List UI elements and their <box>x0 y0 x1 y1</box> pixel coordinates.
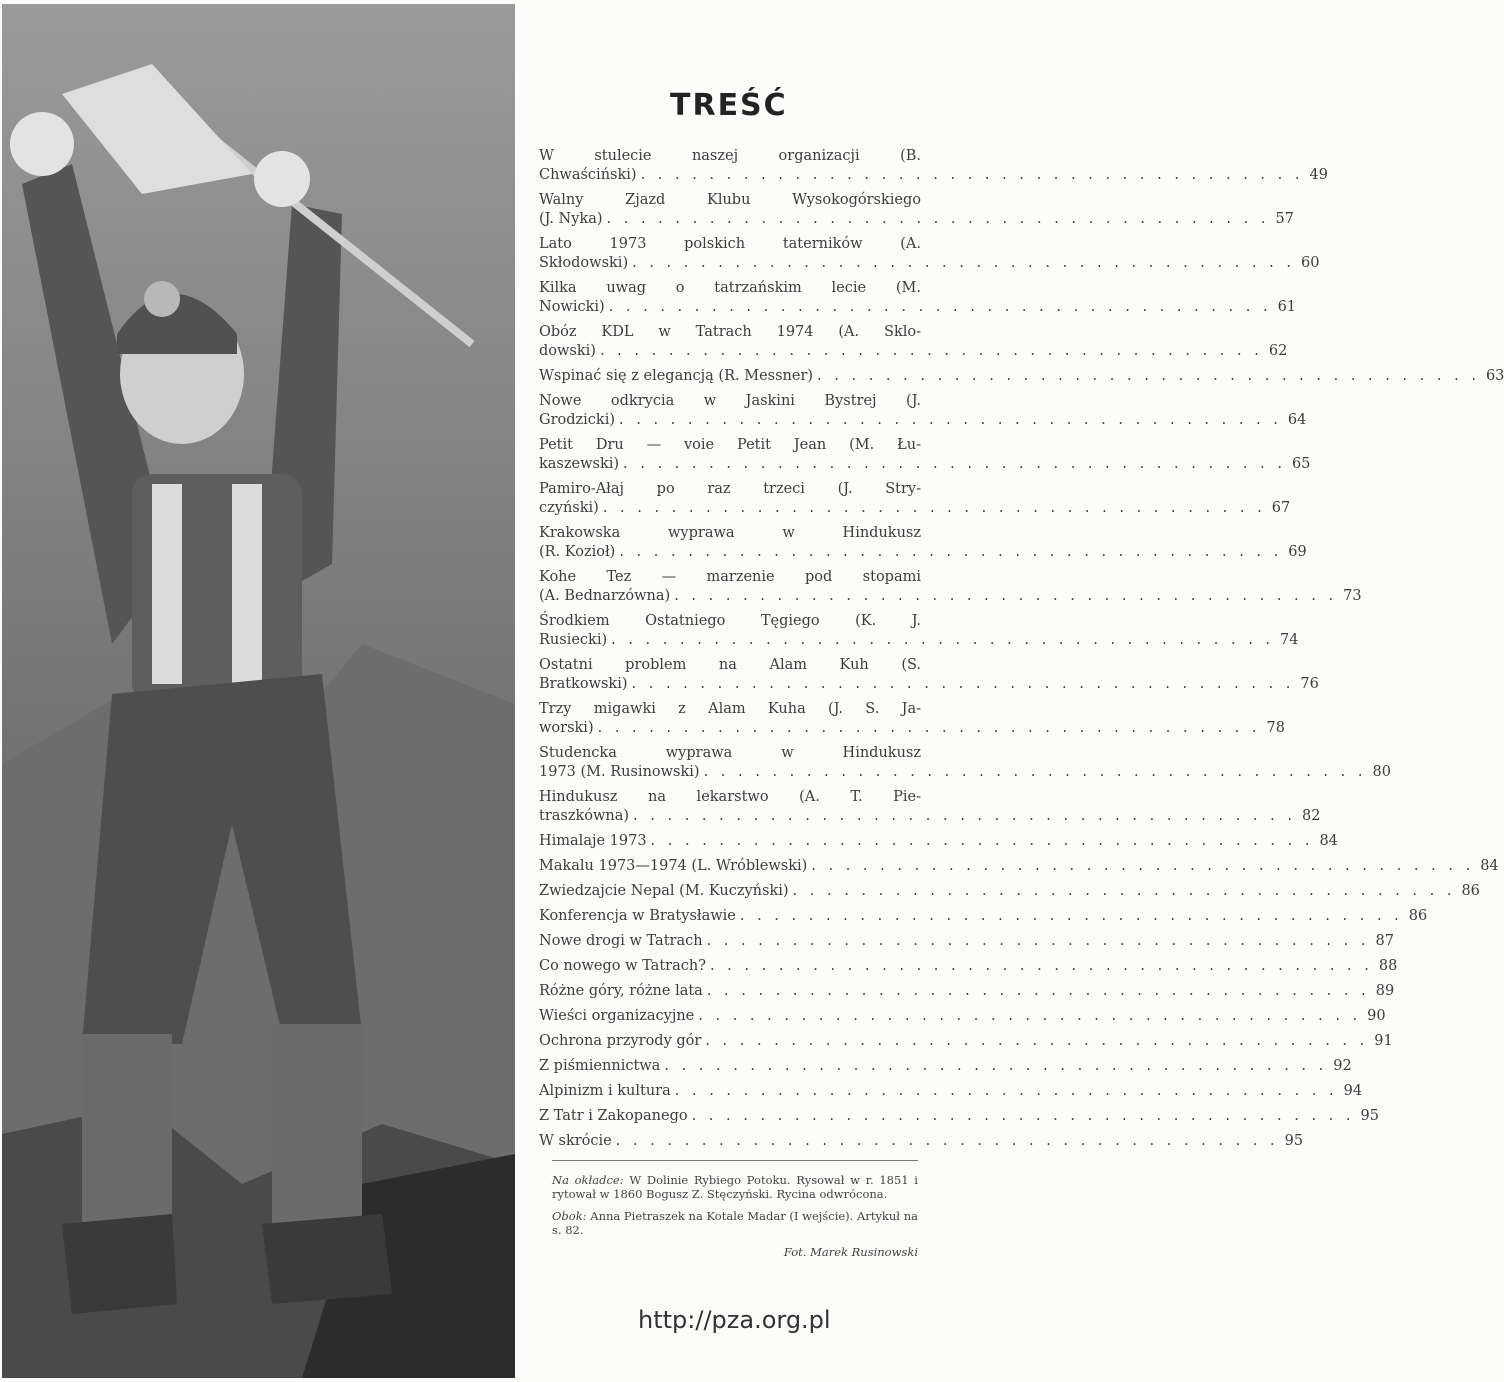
dot-leader: . . . . . . . . . . . . . . . . . . . . . . . . . . . . . . . . . . . . . . . <box>640 167 1304 183</box>
toc-page-number: 61 <box>1277 299 1297 315</box>
toc-page-number: 94 <box>1343 1083 1363 1099</box>
toc-entry-title: traszkówna) <box>539 808 630 824</box>
dot-leader: . . . . . . . . . . . . . . . . . . . . . . . . . . . . . . . . . . . . . . . <box>811 858 1475 874</box>
toc-page-number: 89 <box>1375 983 1395 999</box>
toc-page-number: 65 <box>1291 456 1311 472</box>
cover-notes <box>552 1160 918 1267</box>
toc-entry-title-line: Lato 1973 polskich taterników (A. <box>539 236 921 252</box>
toc-entry-title: worski) <box>539 720 594 736</box>
toc-entry-title: Bratkowski) <box>539 676 628 692</box>
toc-page-number: 57 <box>1275 211 1294 227</box>
dot-leader: . . . . . . . . . . . . . . . . . . . . . . . . . . . . . . . . . . . . . . . <box>664 1058 1328 1074</box>
dot-leader: . . . . . . . . . . . . . . . . . . . . . . . . . . . . . . . . . . . . . . . <box>632 255 1296 271</box>
toc-entry-title-line: Studencka wyprawa w Hindukusz <box>539 745 921 761</box>
toc-entry[interactable] <box>539 436 1311 474</box>
source-url[interactable]: http://pza.org.pl <box>638 1306 831 1334</box>
dot-leader: . . . . . . . . . . . . . . . . . . . . . . . . . . . . . . . . . . . . . . . <box>706 983 1370 999</box>
toc-entry[interactable] <box>539 279 1297 317</box>
toc-entry-title: Rusiecki) <box>539 632 608 648</box>
toc-entry[interactable] <box>539 700 1285 738</box>
dot-leader: . . . . . . . . . . . . . . . . . . . . . . . . . . . . . . . . . . . . . . . <box>691 1108 1355 1124</box>
toc-entry-title: Alpinizm i kultura <box>539 1083 671 1099</box>
toc-page-number: 49 <box>1309 167 1328 183</box>
toc-page-number: 64 <box>1287 412 1307 428</box>
toc-entry[interactable] <box>539 612 1299 650</box>
toc-page-number: 73 <box>1343 588 1362 604</box>
toc-page-number: 86 <box>1461 883 1480 899</box>
toc-entry[interactable] <box>539 480 1291 518</box>
toc-entry-title: W skrócie <box>539 1133 612 1149</box>
toc-entry-title: Chwaściński) <box>539 167 637 183</box>
toc-entry-title: (J. Nyka) <box>539 211 603 227</box>
toc-entry-title: Z piśmiennictwa <box>539 1058 661 1074</box>
toc-entry-title: Co nowego w Tatrach? <box>539 958 706 974</box>
toc-entry[interactable] <box>539 982 1395 1001</box>
dot-leader: . . . . . . . . . . . . . . . . . . . . . . . . . . . . . . . . . . . . . . . <box>709 958 1373 974</box>
toc-entry-title: Zwiedzajcie Nepal (M. Kuczyński) <box>539 883 789 899</box>
toc-entry-title-line: Hindukusz na lekarstwo (A. T. Pie- <box>539 789 921 805</box>
toc-page-number: 86 <box>1408 908 1428 924</box>
toc-entry-title-line: Kilka uwag o tatrzańskim lecie (M. <box>539 280 921 296</box>
toc-entry[interactable] <box>539 744 1391 782</box>
toc-entry-title: czyński) <box>539 500 599 516</box>
toc-entry[interactable] <box>539 957 1398 976</box>
toc-entry-title: 1973 (M. Rusinowski) <box>539 764 700 780</box>
toc-entry-title: Grodzicki) <box>539 412 616 428</box>
dot-leader: . . . . . . . . . . . . . . . . . . . . . . . . . . . . . . . . . . . . . . . <box>792 883 1456 899</box>
dot-leader: . . . . . . . . . . . . . . . . . . . . . . . . . . . . . . . . . . . . . . . <box>615 1133 1279 1149</box>
toc-entry-title-line: Trzy migawki z Alam Kuha (J. S. Ja- <box>539 701 921 717</box>
toc-entry-title: dowski) <box>539 343 596 359</box>
toc-entry-title: (R. Kozioł) <box>539 544 616 560</box>
toc-entry-title-line: Nowe odkrycia w Jaskini Bystrej (J. <box>539 393 921 409</box>
toc-entry[interactable] <box>539 932 1394 951</box>
toc-entry-title: Skłodowski) <box>539 255 629 271</box>
toc-page-number: 95 <box>1360 1108 1379 1124</box>
dot-leader: . . . . . . . . . . . . . . . . . . . . . . . . . . . . . . . . . . . . . . . <box>599 343 1263 359</box>
toc-entry[interactable] <box>539 524 1307 562</box>
toc-entry[interactable] <box>539 568 1362 606</box>
toc-entry[interactable] <box>539 191 1294 229</box>
back-note: Obok: Anna Pietraszek na Kotale Madar (I wejście). Artykuł na s. 82. <box>552 1209 918 1237</box>
toc-entry-title: (A. Bednarzówna) <box>539 588 671 604</box>
toc-entry[interactable] <box>539 367 1504 386</box>
toc-page-number: 82 <box>1301 808 1321 824</box>
toc-entry[interactable] <box>539 235 1320 273</box>
toc-entry[interactable] <box>539 656 1319 694</box>
toc-page-number: 78 <box>1266 720 1285 736</box>
dot-leader: . . . . . . . . . . . . . . . . . . . . . . . . . . . . . . . . . . . . . . . <box>631 676 1295 692</box>
toc-page-number: 87 <box>1375 933 1394 949</box>
dot-leader: . . . . . . . . . . . . . . . . . . . . . . . . . . . . . . . . . . . . . . . <box>739 908 1403 924</box>
toc-entry-title: Himalaje 1973 <box>539 833 647 849</box>
toc-entry-title-line: Obóz KDL w Tatrach 1974 (A. Sklo- <box>539 324 921 340</box>
toc-entry-title: Wspinać się z elegancją (R. Messner) <box>539 368 814 384</box>
dot-leader: . . . . . . . . . . . . . . . . . . . . . . . . . . . . . . . . . . . . . . . <box>597 720 1261 736</box>
dot-leader: . . . . . . . . . . . . . . . . . . . . . . . . . . . . . . . . . . . . . . . <box>623 456 1286 472</box>
dot-leader: . . . . . . . . . . . . . . . . . . . . . . . . . . . . . . . . . . . . . . . <box>706 933 1370 949</box>
toc-entry[interactable] <box>539 832 1338 851</box>
toc-page-number: 69 <box>1288 544 1307 560</box>
toc-entry[interactable] <box>539 1057 1352 1076</box>
table-of-contents <box>539 147 1504 1157</box>
toc-entry-title: Nowe drogi w Tatrach <box>539 933 703 949</box>
toc-page-number: 84 <box>1319 833 1338 849</box>
dot-leader: . . . . . . . . . . . . . . . . . . . . . . . . . . . . . . . . . . . . . . . <box>608 299 1272 315</box>
toc-page-number: 84 <box>1480 858 1499 874</box>
dot-leader: . . . . . . . . . . . . . . . . . . . . . . . . . . . . . . . . . . . . . . . <box>602 500 1266 516</box>
toc-entry-title-line: Środkiem Ostatniego Tęgiego (K. J. <box>539 613 921 629</box>
toc-entry[interactable] <box>539 147 1328 185</box>
toc-page-number: 91 <box>1374 1033 1393 1049</box>
dot-leader: . . . . . . . . . . . . . . . . . . . . . . . . . . . . . . . . . . . . . . . <box>619 544 1283 560</box>
toc-entry[interactable] <box>539 1007 1386 1026</box>
toc-page-number: 60 <box>1301 255 1320 271</box>
toc-entry[interactable] <box>539 882 1480 901</box>
toc-entry-title-line: Petit Dru — voie Petit Jean (M. Łu- <box>539 437 921 453</box>
page-title: TREŚĆ <box>670 88 788 123</box>
toc-page-number: 76 <box>1300 676 1319 692</box>
dot-leader: . . . . . . . . . . . . . . . . . . . . . . . . . . . . . . . . . . . . . . . <box>674 1083 1338 1099</box>
toc-entry[interactable] <box>539 1032 1393 1051</box>
dot-leader: . . . . . . . . . . . . . . . . . . . . . . . . . . . . . . . . . . . . . . . <box>633 808 1296 824</box>
toc-entry-title: Makalu 1973—1974 (L. Wróblewski) <box>539 858 808 874</box>
toc-page-number: 67 <box>1271 500 1291 516</box>
cover-note: Na okładce: W Dolinie Rybiego Potoku. Rysował w r. 1851 i rytował w 1860 Bogusz Z. Stęczyński. Rycina odwrócona. <box>552 1173 918 1201</box>
toc-entry[interactable] <box>539 1107 1379 1126</box>
toc-entry-title-line: Walny Zjazd Klubu Wysokogórskiego <box>539 192 921 208</box>
dot-leader: . . . . . . . . . . . . . . . . . . . . . . . . . . . . . . . . . . . . . . . <box>650 833 1314 849</box>
toc-entry-title: Konferencja w Bratysławie <box>539 908 736 924</box>
toc-entry-title: Różne góry, różne lata <box>539 983 703 999</box>
toc-page-number: 90 <box>1367 1008 1386 1024</box>
toc-entry[interactable] <box>539 1082 1363 1101</box>
dot-leader: . . . . . . . . . . . . . . . . . . . . . . . . . . . . . . . . . . . . . . . <box>606 211 1270 227</box>
dot-leader: . . . . . . . . . . . . . . . . . . . . . . . . . . . . . . . . . . . . . . . <box>817 368 1480 384</box>
toc-page-number: 62 <box>1268 343 1288 359</box>
dot-leader: . . . . . . . . . . . . . . . . . . . . . . . . . . . . . . . . . . . . . . . <box>698 1008 1362 1024</box>
toc-entry-title-line: W stulecie naszej organizacji (B. <box>539 148 921 164</box>
toc-page-number: 80 <box>1372 764 1391 780</box>
photo-credit: Fot. Marek Rusinowski <box>783 1245 918 1259</box>
cover-photo-climber <box>2 4 515 1378</box>
toc-page-number: 92 <box>1333 1058 1352 1074</box>
toc-entry-title-line: Kohe Tez — marzenie pod stopami <box>539 569 921 585</box>
toc-entry[interactable] <box>539 392 1307 430</box>
dot-leader: . . . . . . . . . . . . . . . . . . . . . . . . . . . . . . . . . . . . . . . <box>703 764 1367 780</box>
toc-entry[interactable] <box>539 788 1321 826</box>
toc-entry-title-line: Ostatni problem na Alam Kuh (S. <box>539 657 921 673</box>
toc-entry-title-line: Pamiro-Ałaj po raz trzeci (J. Stry- <box>539 481 921 497</box>
toc-entry[interactable] <box>539 857 1499 876</box>
toc-entry-title: Ochrona przyrody gór <box>539 1033 702 1049</box>
dot-leader: . . . . . . . . . . . . . . . . . . . . . . . . . . . . . . . . . . . . . . . <box>611 632 1275 648</box>
toc-entry-title-line: Krakowska wyprawa w Hindukusz <box>539 525 921 541</box>
dot-leader: . . . . . . . . . . . . . . . . . . . . . . . . . . . . . . . . . . . . . . . <box>705 1033 1369 1049</box>
toc-entry[interactable] <box>539 1132 1304 1151</box>
toc-entry-title: kaszewski) <box>539 456 620 472</box>
dot-leader: . . . . . . . . . . . . . . . . . . . . . . . . . . . . . . . . . . . . . . . <box>674 588 1338 604</box>
toc-entry-title: Z Tatr i Zakopanego <box>539 1108 688 1124</box>
toc-entry-title: Wieści organizacyjne <box>539 1008 695 1024</box>
toc-entry[interactable] <box>539 907 1428 926</box>
toc-page-number: 63 <box>1485 368 1504 384</box>
dot-leader: . . . . . . . . . . . . . . . . . . . . . . . . . . . . . . . . . . . . . . . <box>619 412 1282 428</box>
toc-page-number: 95 <box>1284 1133 1304 1149</box>
toc-page-number: 74 <box>1280 632 1299 648</box>
toc-page-number: 88 <box>1378 958 1398 974</box>
toc-entry[interactable] <box>539 323 1288 361</box>
toc-entry-title: Nowicki) <box>539 299 605 315</box>
